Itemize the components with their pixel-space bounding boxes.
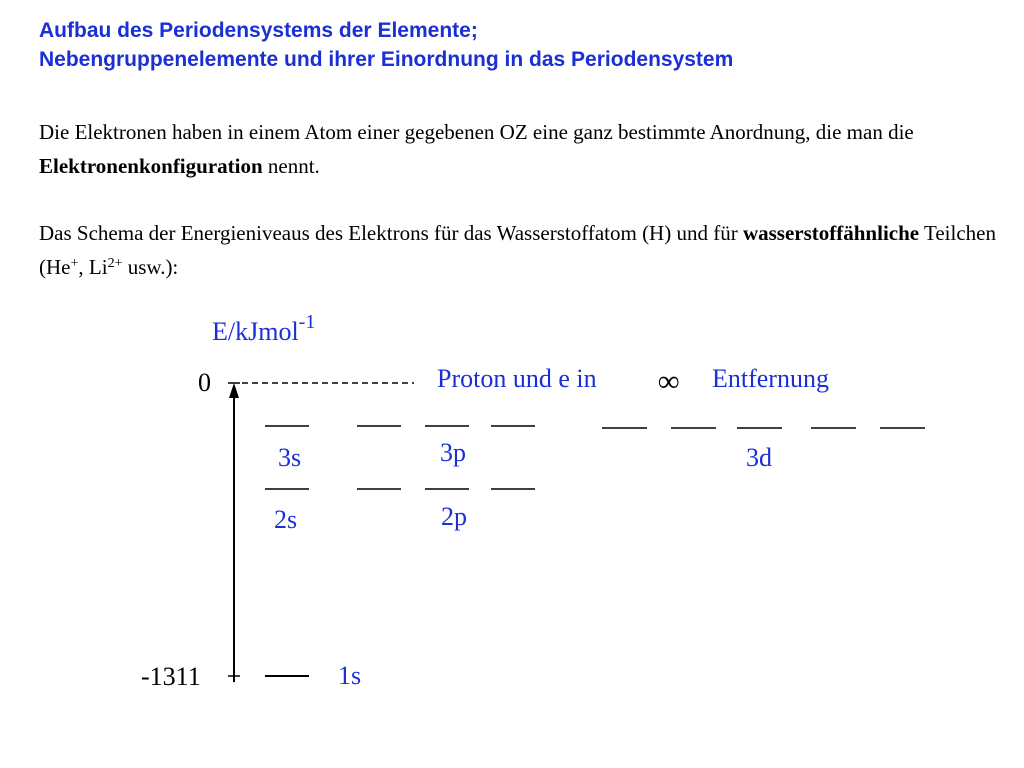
label-3d: 3d	[746, 443, 772, 472]
axis-label-unit: E/kJmol	[212, 317, 299, 346]
label-2s: 2s	[274, 505, 298, 534]
paragraph2-text-start: Das Schema der Energieniveaus des Elektrons für das Wasserstoffatom (H) und für	[39, 221, 743, 245]
limit-text-entfernung: Entfernung	[712, 364, 829, 393]
term-wasserstoffaehnliche: wasserstoffähnliche	[742, 221, 920, 245]
paragraph2-text-2: Teilchen (He	[39, 221, 996, 279]
label-3p: 3p	[440, 438, 466, 467]
tick-bottom-label: -1311	[141, 662, 201, 691]
paragraph1-text-start: Die Elektronen haben in einem Atom einer gegebenen OZ eine ganz bestimmte Anordnung, die man die	[39, 120, 914, 144]
limit-text-proton: Proton und e in	[437, 364, 597, 393]
label-3s: 3s	[278, 443, 302, 472]
superscript-li-charge: 2+	[107, 256, 123, 271]
axis-arrow-icon	[229, 383, 239, 398]
level-n3-lines	[265, 426, 925, 428]
label-2p: 2p	[441, 502, 467, 531]
title-line-2: Nebengruppenelemente und ihrer Einordnung in das Periodensystem	[39, 48, 734, 71]
axis-label-exponent: -1	[298, 311, 316, 333]
title-line-1: Aufbau des Periodensystems der Elemente;	[39, 19, 478, 42]
paragraph1-text-end: nennt.	[262, 154, 320, 178]
paragraph2-text-4: usw.):	[122, 255, 179, 279]
infinity-symbol: ∞	[658, 365, 680, 398]
label-1s: 1s	[338, 661, 362, 690]
paragraph2-text-3: , Li	[78, 255, 108, 279]
axis-label	[212, 311, 315, 346]
superscript-he-charge: +	[70, 256, 79, 271]
tick-zero-label: 0	[198, 368, 211, 397]
term-elektronenkonfiguration: Elektronenkonfiguration	[39, 154, 263, 178]
